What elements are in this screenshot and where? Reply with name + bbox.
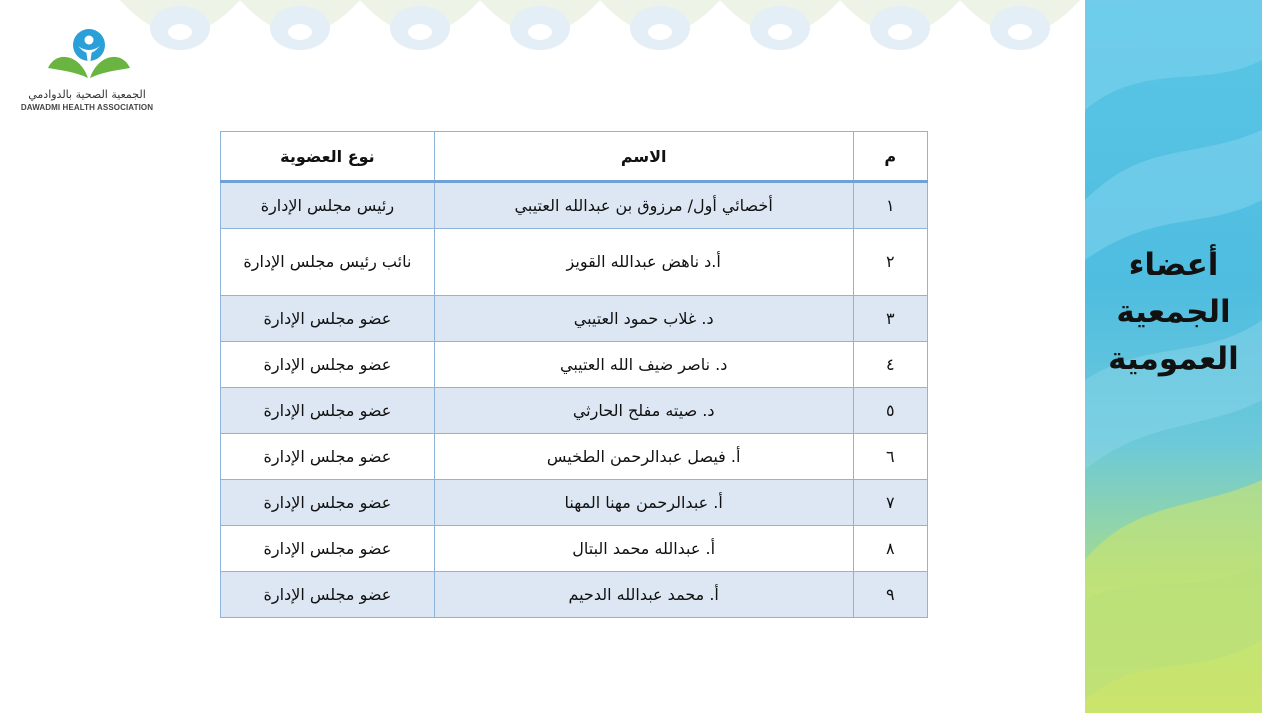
row-name: أ.د ناهض عبدالله القويز [434, 229, 853, 296]
section-title [1085, 242, 1262, 383]
row-num: ٧ [853, 480, 928, 526]
table-row [221, 182, 928, 229]
row-name: د. صيته مفلح الحارثي [434, 388, 853, 434]
table-row [221, 526, 928, 572]
row-membership-type: نائب رئيس مجلس الإدارة [221, 229, 435, 296]
row-num: ٦ [853, 434, 928, 480]
row-membership-type: عضو مجلس الإدارة [221, 388, 435, 434]
header-num: م [853, 132, 928, 182]
header-membership-type: نوع العضوية [221, 132, 435, 182]
row-name: د. ناصر ضيف الله العتيبي [434, 342, 853, 388]
row-membership-type: عضو مجلس الإدارة [221, 434, 435, 480]
table-row [221, 572, 928, 618]
section-title-line: العمومية [1108, 341, 1239, 377]
row-num: ٥ [853, 388, 928, 434]
row-num: ٩ [853, 572, 928, 618]
row-name: أخصائي أول/ مرزوق بن عبدالله العتيبي [434, 182, 853, 229]
row-name: أ. عبدالرحمن مهنا المهنا [434, 480, 853, 526]
row-num: ٢ [853, 229, 928, 296]
row-name: د. غلاب حمود العتيبي [434, 296, 853, 342]
row-membership-type: عضو مجلس الإدارة [221, 342, 435, 388]
row-name: أ. عبدالله محمد البتال [434, 526, 853, 572]
row-name: أ. فيصل عبدالرحمن الطخيس [434, 434, 853, 480]
table-row [221, 434, 928, 480]
row-name: أ. محمد عبدالله الدحيم [434, 572, 853, 618]
row-num: ٣ [853, 296, 928, 342]
table-row [221, 480, 928, 526]
table-row [221, 229, 928, 296]
table-header-row [221, 132, 928, 182]
logo-name-english: DAWADMI HEALTH ASSOCIATION [20, 103, 154, 112]
table-row [221, 296, 928, 342]
section-title-line: أعضاء [1128, 247, 1219, 283]
row-num: ٨ [853, 526, 928, 572]
row-membership-type: عضو مجلس الإدارة [221, 572, 435, 618]
section-title-line: الجمعية [1116, 294, 1231, 330]
logo-icon [8, 28, 170, 88]
row-membership-type: عضو مجلس الإدارة [221, 296, 435, 342]
decorative-pattern [120, 0, 1085, 60]
table-row [221, 388, 928, 434]
row-membership-type: عضو مجلس الإدارة [221, 480, 435, 526]
members-table [220, 131, 928, 618]
row-membership-type: رئيس مجلس الإدارة [221, 182, 435, 229]
row-membership-type: عضو مجلس الإدارة [221, 526, 435, 572]
row-num: ١ [853, 182, 928, 229]
row-num: ٤ [853, 342, 928, 388]
header-name: الاسم [434, 132, 853, 182]
table-row [221, 342, 928, 388]
logo-name-arabic: الجمعية الصحية بالدوادمي [28, 88, 146, 101]
